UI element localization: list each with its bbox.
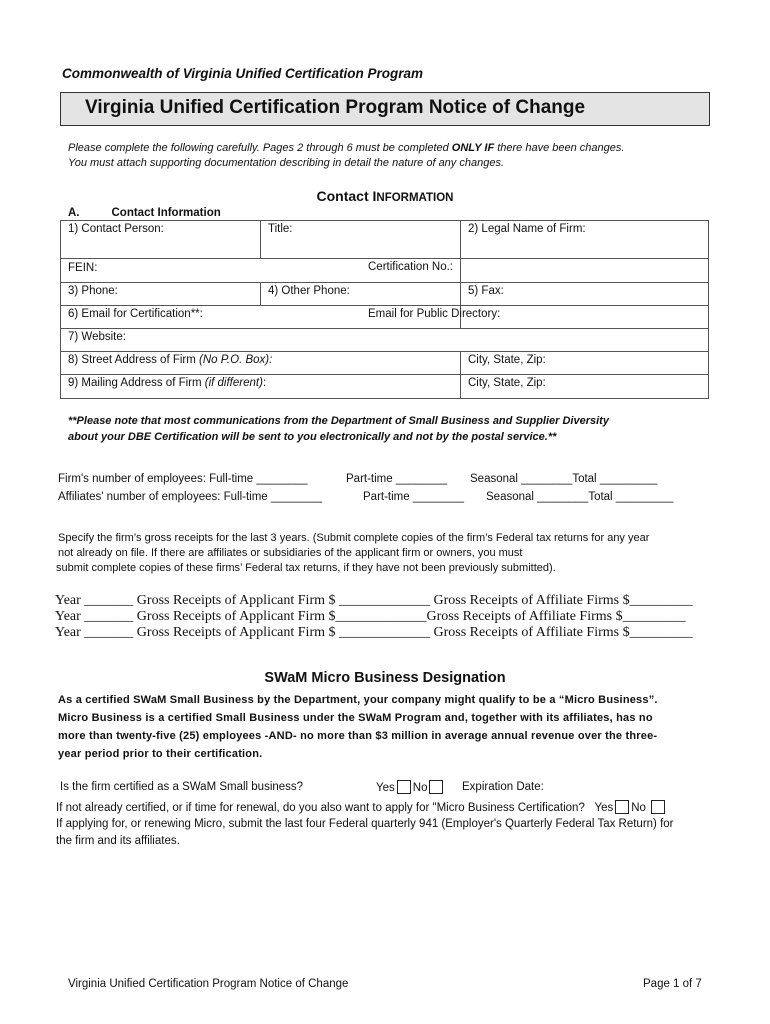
micro-submit-line-2: the firm and its affiliates.	[56, 835, 180, 847]
document-title-box	[60, 92, 710, 126]
swam-section-title: SWaM Micro Business Designation	[264, 670, 506, 686]
program-header: Commonwealth of Virginia Unified Certification Program	[62, 66, 424, 81]
fein-field[interactable]: FEIN:	[61, 259, 461, 283]
swam-certified-options	[376, 780, 445, 794]
street-address-field[interactable]: 8) Street Address of Firm (No P.O. Box):	[61, 352, 461, 375]
firm-employees-fulltime: Firm's number of employees: Full-time ________	[58, 473, 308, 485]
affiliate-employees-seasonal-total: Seasonal ________Total _________	[486, 491, 674, 503]
swam-paragraph-line: As a certified SWaM Small Business by the Department, your company might qualify to be a “Micro Business”.	[58, 694, 658, 706]
gross-receipts-row: Year _______ Gross Receipts of Applicant Firm $ _____________ Gross Receipts of Affiliate Firms $_________	[55, 625, 693, 640]
page-number: Page 1 of 7	[643, 978, 702, 990]
intro-line-1: Please complete the following carefully. Pages 2 through 6 must be completed ONLY IF there have been changes.	[68, 142, 625, 154]
affiliate-employees-fulltime: Affiliates' number of employees: Full-time ________	[58, 491, 323, 503]
contact-form-table	[60, 220, 709, 399]
receipts-line-1: Specify the firm’s gross receipts for the last 3 years. (Submit complete copies of the firm’s Federal tax returns for any year	[58, 532, 650, 544]
firm-employees-seasonal-total: Seasonal ________Total _________	[470, 473, 658, 485]
footer-title: Virginia Unified Certification Program Notice of Change	[68, 978, 349, 990]
intro-line-2: You must attach supporting documentation describing in detail the nature of any changes.	[68, 157, 505, 169]
subsection-heading: A. Contact Information	[68, 207, 221, 219]
no-label: No	[412, 782, 428, 794]
swam-certified-question: Is the firm certified as a SWaM Small business?	[60, 781, 304, 793]
legal-name-field[interactable]: 2) Legal Name of Firm:	[461, 221, 709, 259]
micro-no-checkbox[interactable]	[651, 800, 665, 814]
yes-checkbox[interactable]	[397, 780, 411, 794]
no-checkbox[interactable]	[429, 780, 443, 794]
micro-yes-checkbox[interactable]	[615, 800, 629, 814]
website-field[interactable]: 7) Website:	[61, 329, 709, 352]
section-title: Contact INFORMATION	[316, 188, 454, 204]
swam-paragraph-line: Micro Business is a certified Small Business under the SWaM Program and, together with its affiliates, has no	[58, 712, 653, 724]
fax-field[interactable]: 5) Fax:	[461, 283, 709, 306]
email-public-field[interactable]: Email for Public Directory:	[461, 306, 709, 329]
affiliate-employees-parttime: Part-time ________	[363, 491, 465, 503]
micro-no-label: No	[631, 802, 646, 814]
email-cert-field[interactable]: 6) Email for Certification**:	[61, 306, 461, 329]
notice-line-1: **Please note that most communications from the Department of Small Business and Supplier Diversity	[68, 415, 609, 427]
mailing-city-field[interactable]: City, State, Zip:	[461, 375, 709, 399]
cert-no-field[interactable]: Certification No.:	[461, 259, 709, 283]
contact-person-field[interactable]: 1) Contact Person:	[61, 221, 261, 259]
gross-receipts-row: Year _______ Gross Receipts of Applicant Firm $_____________Gross Receipts of Affiliate Firms $_________	[55, 609, 686, 624]
firm-employees-parttime: Part-time ________	[346, 473, 448, 485]
mailing-address-field[interactable]: 9) Mailing Address of Firm (if different):	[61, 375, 461, 399]
phone-field[interactable]: 3) Phone:	[61, 283, 261, 306]
receipts-line-2: not already on file. If there are affiliates or subsidiaries of the applicant firm or owners, you must	[58, 547, 523, 559]
receipts-line-3: submit complete copies of these firms’ Federal tax returns, if they have not been previously submitted).	[56, 562, 556, 574]
expiration-date-label: Expiration Date:	[462, 781, 544, 793]
gross-receipts-row: Year _______ Gross Receipts of Applicant Firm $ _____________ Gross Receipts of Affiliate Firms $_________	[55, 593, 693, 608]
micro-submit-line-1: If applying for, or renewing Micro, submit the last four Federal quarterly 941 (Employer's Quarterly Federal Tax Return) for	[56, 818, 674, 830]
street-city-field[interactable]: City, State, Zip:	[461, 352, 709, 375]
micro-yes-label: Yes	[594, 802, 614, 814]
swam-paragraph-line: more than twenty-five (25) employees -AND- no more than $3 million in average annual revenue over the three-	[58, 730, 658, 742]
other-phone-field[interactable]: 4) Other Phone:	[261, 283, 461, 306]
micro-apply-question: If not already certified, or if time for renewal, do you also want to apply for "Micro Business Certification? Yes No	[56, 800, 667, 814]
swam-paragraph-line: year period prior to their certification.	[58, 748, 263, 760]
title-field[interactable]: Title:	[261, 221, 461, 259]
notice-line-2: about your DBE Certification will be sent to you electronically and not by the postal service.**	[68, 431, 557, 443]
yes-label: Yes	[376, 782, 395, 794]
document-title: Virginia Unified Certification Program Notice of Change	[85, 97, 586, 118]
